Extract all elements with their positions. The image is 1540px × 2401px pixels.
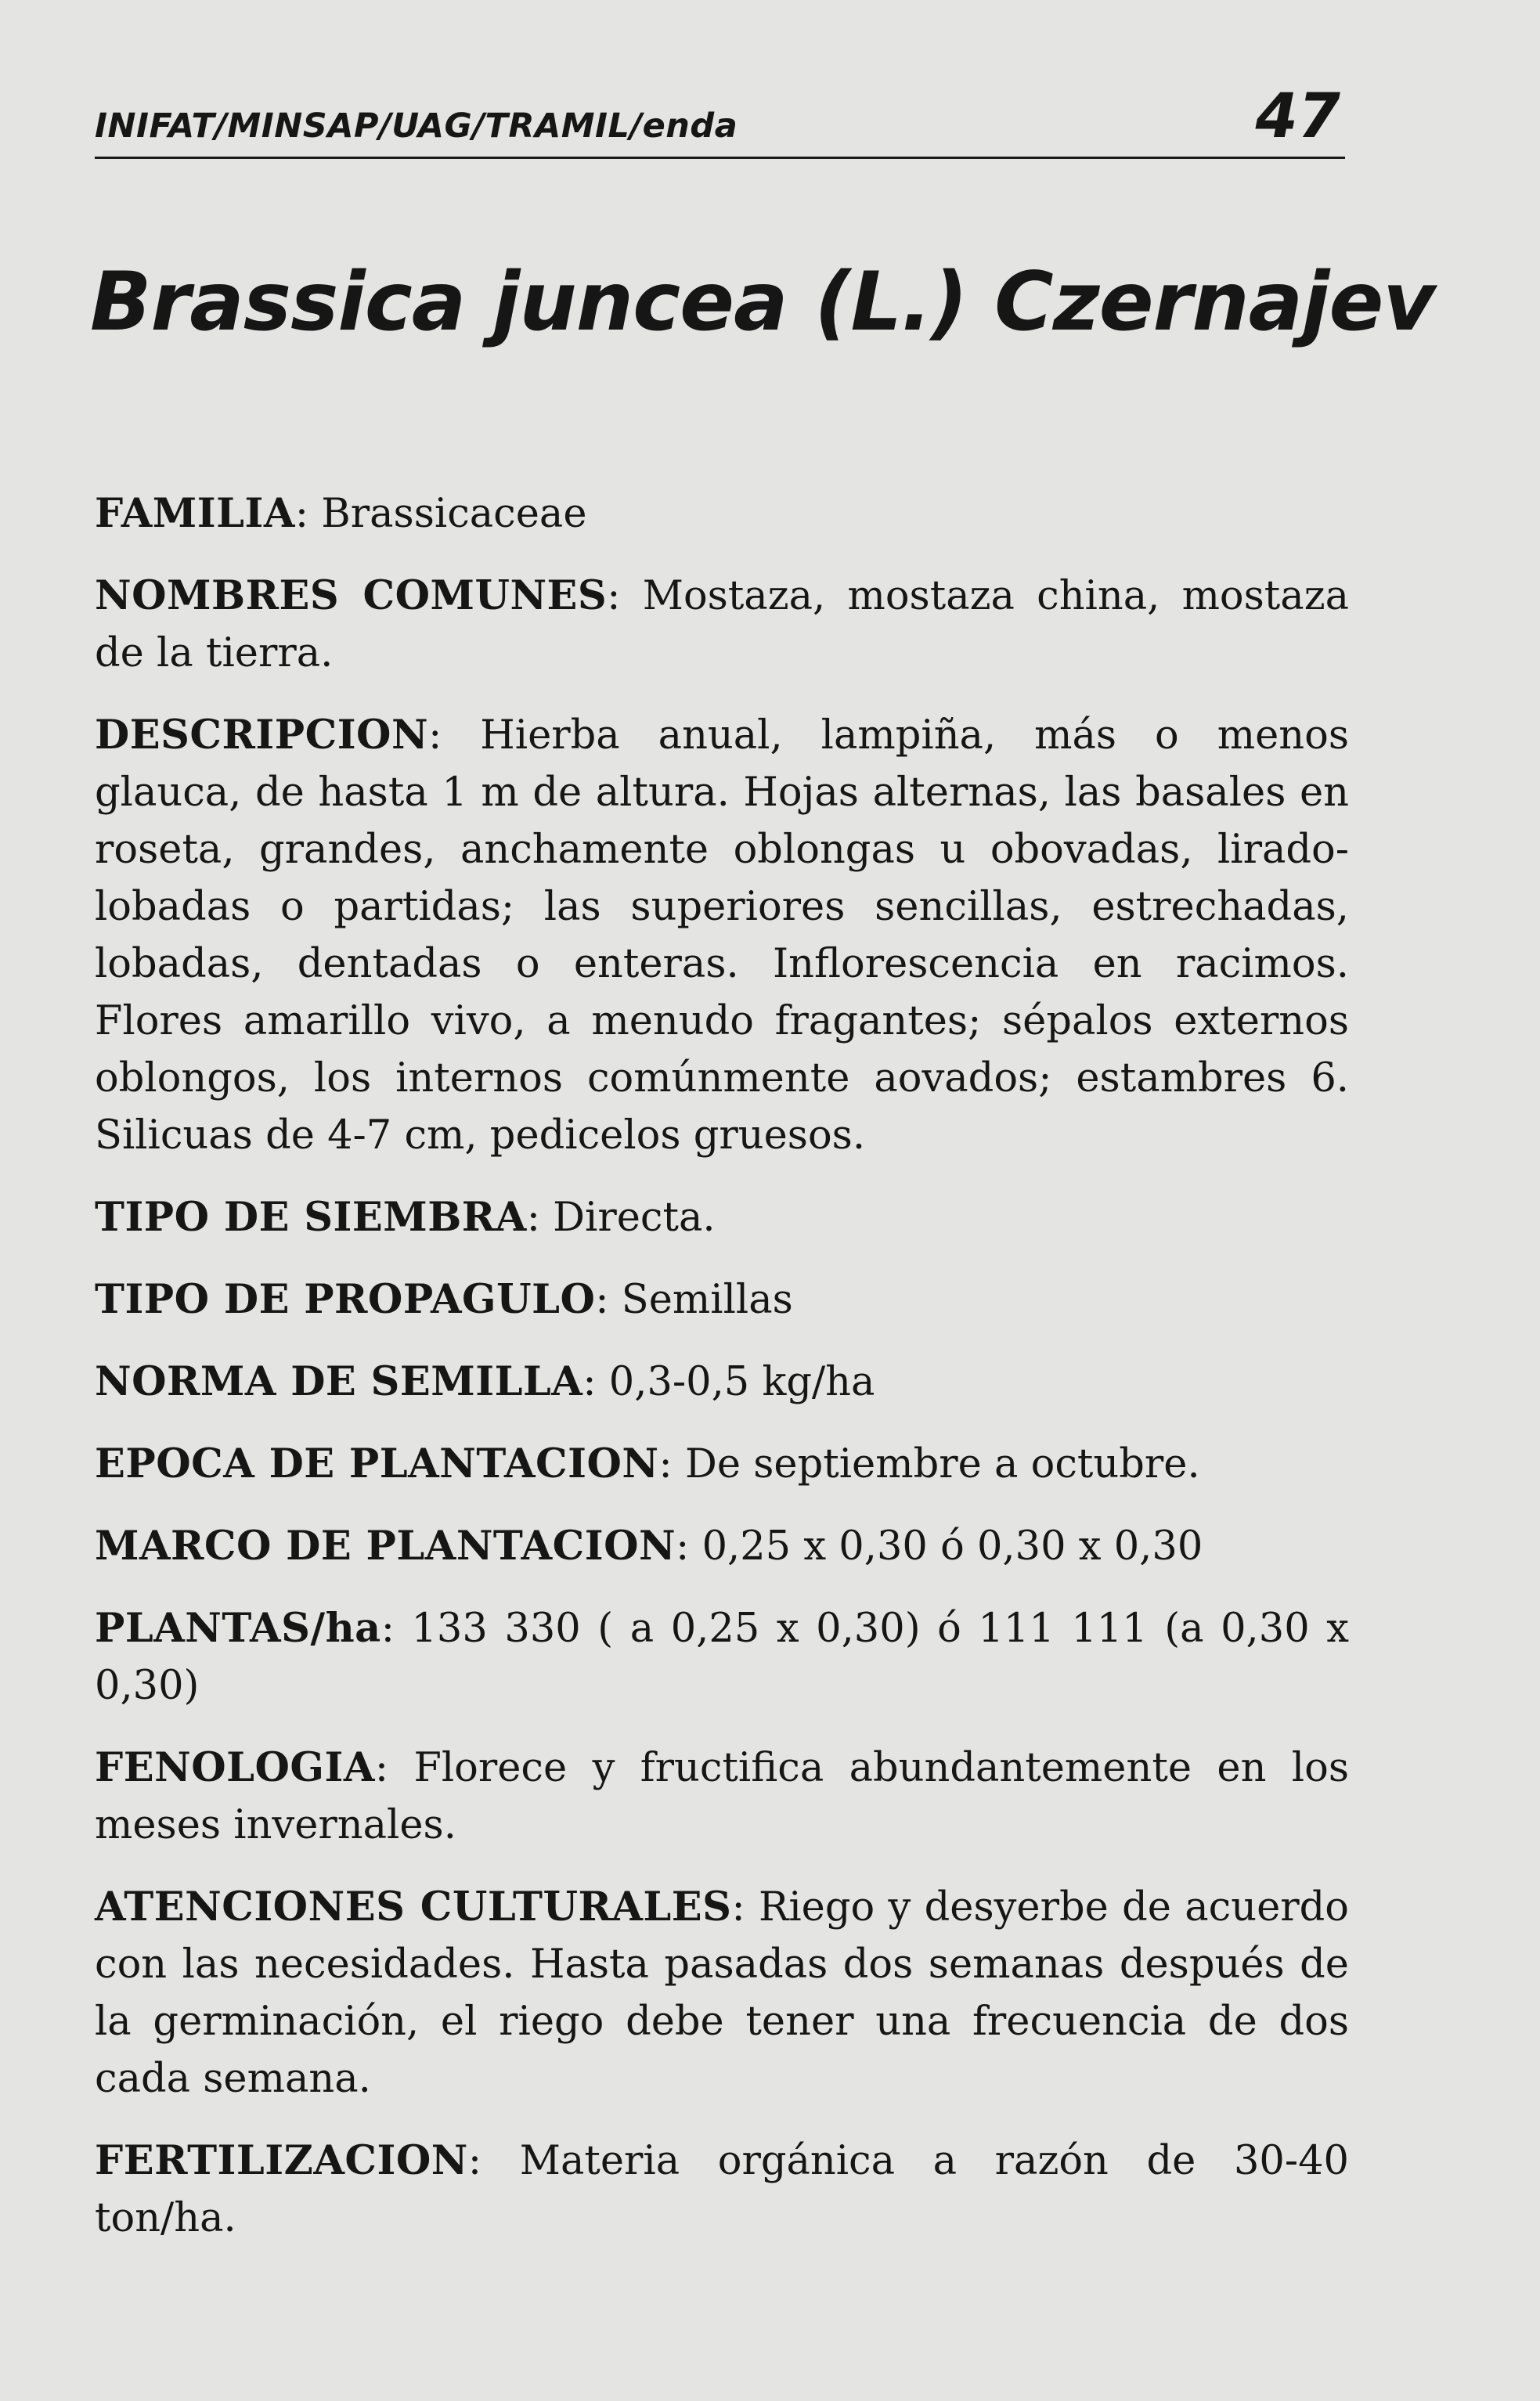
entry-nombres-comunes: NOMBRES COMUNES: Mostaza, mostaza china, mostaza de la tierra. xyxy=(95,572,1349,676)
species-entries xyxy=(95,485,1349,2272)
entry-label: ATENCIONES CULTURALES xyxy=(95,1884,732,1931)
entry-text: Brassicaceae xyxy=(321,491,587,537)
entry-label: NORMA DE SEMILLA xyxy=(95,1358,583,1405)
entry-label: FERTILIZACION xyxy=(95,2137,468,2184)
entry-familia: FAMILIA: Brassicaceae xyxy=(95,490,587,537)
entry-tipo-de-propagulo: TIPO DE PROPAGULO: Semillas xyxy=(95,1276,793,1323)
species-title: Brassica juncea (L.) Czernajev xyxy=(90,255,1435,349)
entry-text: Hierba anual, lampiña, más o menos glauca, de hasta 1 m de altura. Hojas alternas, las basales en roseta, grandes, anchamente oblongas u obovadas, lirado-lobadas o partidas; las superiores sencillas, estrechadas, lobadas, dentadas o enteras. Inflorescencia en racimos. Flores amarillo vivo, a menudo fragantes; sépalos externos oblongos, los internos comúnmente aovados; estambres 6. Silicuas de 4-7 cm, pedicelos gruesos. xyxy=(95,712,1349,1159)
entry-text: Semillas xyxy=(621,1277,793,1323)
entry-text: 133 330 ( a 0,25 x 0,30) ó 111 111 (a 0,30 x 0,30) xyxy=(95,1606,1349,1709)
entry-label: NOMBRES COMUNES xyxy=(95,572,608,619)
entry-text: 0,25 x 0,30 ó 0,30 x 0,30 xyxy=(701,1523,1203,1570)
entry-descripcion: DESCRIPCION: Hierba anual, lampiña, más o menos glauca, de hasta 1 m de altura. Hojas alternas, las basales en roseta, grandes, anchamente oblongas u obovadas, lirado-lobadas o partidas; las superiores sencillas, estrechadas, lobadas, dentadas o enteras. Inflorescencia en racimos. Flores amarillo vivo, a menudo fragantes; sépalos externos oblongos, los internos comúnmente aovados; estambres 6. Silicuas de 4-7 cm, pedicelos gruesos. xyxy=(95,712,1349,1159)
entry-norma-de-semilla: NORMA DE SEMILLA: 0,3-0,5 kg/ha xyxy=(95,1358,875,1405)
entry-atenciones-culturales: ATENCIONES CULTURALES: Riego y desyerbe de acuerdo con las necesidades. Hasta pasadas dos semanas después de la germinación, el riego debe tener una frecuencia de dos cada semana. xyxy=(95,1884,1349,2102)
entry-text: De septiembre a octubre. xyxy=(684,1441,1200,1487)
entry-fertilizacion: FERTILIZACION: Materia orgánica a razón de 30-40 ton/ha. xyxy=(95,2137,1349,2241)
entry-text: Mostaza, mostaza china, mostaza de la tierra. xyxy=(95,573,1349,676)
page-number: 47 xyxy=(1255,81,1340,152)
entry-plantas-ha: PLANTAS/ha: 133 330 ( a 0,25 x 0,30) ó 111 111 (a 0,30 x 0,30) xyxy=(95,1605,1349,1709)
entry-label: FAMILIA xyxy=(95,490,295,537)
entry-marco-de-plantacion: MARCO DE PLANTACION: 0,25 x 0,30 ó 0,30 x 0,30 xyxy=(95,1523,1203,1570)
entry-fenologia: FENOLOGIA: Florece y fructifica abundantemente en los meses invernales. xyxy=(95,1744,1349,1848)
entry-tipo-de-siembra: TIPO DE SIEMBRA: Directa. xyxy=(95,1194,716,1241)
page-header xyxy=(95,82,1345,159)
entry-label: PLANTAS/ha xyxy=(95,1605,381,1652)
entry-label: TIPO DE SIEMBRA xyxy=(95,1194,527,1241)
entry-text: Directa. xyxy=(553,1195,716,1241)
entry-label: DESCRIPCION xyxy=(95,712,429,759)
entry-label: TIPO DE PROPAGULO xyxy=(95,1276,596,1323)
running-head: INIFAT/MINSAP/UAG/TRAMIL/enda xyxy=(95,106,738,146)
entry-label: MARCO DE PLANTACION xyxy=(95,1523,676,1570)
entry-text: Materia orgánica a razón de 30-40 ton/ha. xyxy=(95,2138,1349,2241)
entry-text: Florece y fructifica abundantemente en los meses invernales. xyxy=(95,1745,1349,1848)
entry-epoca-de-plantacion: EPOCA DE PLANTACION: De septiembre a octubre. xyxy=(95,1440,1200,1487)
entry-text: Riego y desyerbe de acuerdo con las necesidades. Hasta pasadas dos semanas después de la germinación, el riego debe tener una frecuencia de dos cada semana. xyxy=(95,1884,1349,2102)
entry-text: 0,3-0,5 kg/ha xyxy=(608,1359,875,1405)
entry-label: FENOLOGIA xyxy=(95,1744,375,1791)
entry-label: EPOCA DE PLANTACION xyxy=(95,1440,659,1487)
